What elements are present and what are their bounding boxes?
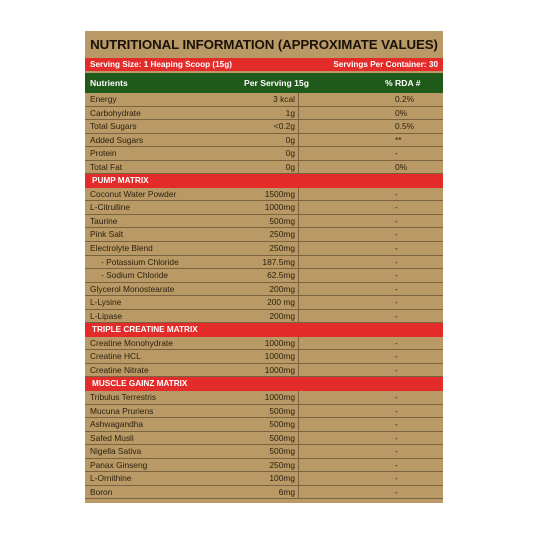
column-divider — [298, 215, 299, 228]
nutrient-rda: - — [395, 405, 398, 416]
column-divider — [298, 228, 299, 241]
column-divider — [298, 256, 299, 269]
nutrient-name: Creatine Nitrate — [90, 364, 149, 375]
section-label: MUSCLE GAINZ MATRIX — [92, 379, 188, 389]
panel-title: NUTRITIONAL INFORMATION (APPROXIMATE VALUES) — [90, 37, 438, 52]
nutrient-name: Added Sugars — [90, 134, 144, 145]
column-divider — [298, 445, 299, 458]
table-row — [85, 418, 443, 432]
column-divider — [298, 107, 299, 120]
nutrient-name: Boron — [90, 486, 113, 497]
column-divider — [298, 242, 299, 255]
column-divider — [298, 269, 299, 282]
column-divider — [298, 418, 299, 431]
table-row — [85, 242, 443, 256]
nutrient-value: 250mg — [269, 229, 295, 240]
nutrient-name: - Sodium Chloride — [101, 270, 169, 281]
nutrient-name: Total Fat — [90, 161, 123, 172]
table-row — [85, 364, 443, 378]
table-row — [85, 296, 443, 310]
nutrient-rda: - — [395, 229, 398, 240]
serving-size: Serving Size: 1 Heaping Scoop (15g) — [90, 60, 232, 69]
table-row — [85, 472, 443, 486]
nutrient-table — [85, 93, 443, 499]
nutrient-value: 500mg — [269, 432, 295, 443]
table-row — [85, 188, 443, 202]
nutrient-name: Taurine — [90, 215, 118, 226]
nutrient-name: Mucuna Pruriens — [90, 405, 154, 416]
header-nutrients: Nutrients — [90, 78, 128, 88]
nutrient-value: 1000mg — [264, 337, 295, 348]
column-divider — [298, 472, 299, 485]
nutrient-value: 500mg — [269, 446, 295, 457]
nutrient-rda: ** — [395, 134, 402, 145]
nutrient-value: 200mg — [269, 283, 295, 294]
column-divider — [298, 296, 299, 309]
nutrient-value: 0g — [285, 134, 295, 145]
serving-bar — [85, 58, 443, 71]
nutrient-name: Total Sugars — [90, 121, 137, 132]
nutrient-rda: - — [395, 432, 398, 443]
nutrient-value: 1500mg — [264, 188, 295, 199]
table-row — [85, 161, 443, 175]
nutrient-value: 100mg — [269, 473, 295, 484]
nutrient-value: 62.5mg — [267, 270, 295, 281]
nutrient-rda: - — [395, 148, 398, 159]
nutrient-value: 1000mg — [264, 392, 295, 403]
nutrition-panel — [85, 31, 443, 503]
nutrient-value: 0g — [285, 148, 295, 159]
header-rda: % RDA # — [385, 78, 421, 88]
nutrient-rda: 0% — [395, 161, 408, 172]
nutrient-name: Carbohydrate — [90, 107, 141, 118]
nutrient-value: 1g — [285, 107, 295, 118]
column-divider — [298, 364, 299, 377]
nutrient-rda: - — [395, 337, 398, 348]
nutrient-name: - Potassium Chloride — [101, 256, 179, 267]
nutrient-rda: - — [395, 256, 398, 267]
column-divider — [298, 188, 299, 201]
nutrient-value: 250mg — [269, 459, 295, 470]
nutrient-name: L-Citrulline — [90, 202, 131, 213]
table-row — [85, 228, 443, 242]
column-divider — [298, 161, 299, 174]
nutrient-name: Safed Musli — [90, 432, 134, 443]
nutrient-rda: - — [395, 243, 398, 254]
table-row — [85, 337, 443, 351]
table-row — [85, 107, 443, 121]
nutrient-value: 6mg — [278, 486, 295, 497]
column-divider — [298, 93, 299, 106]
nutrient-rda: - — [395, 270, 398, 281]
nutrient-value: 0g — [285, 161, 295, 172]
table-row — [85, 445, 443, 459]
table-row — [85, 147, 443, 161]
nutrient-name: Nigella Sativa — [90, 446, 142, 457]
nutrient-rda: - — [395, 459, 398, 470]
nutrient-name: Protein — [90, 148, 117, 159]
table-row — [85, 215, 443, 229]
nutrient-name: Coconut Water Powder — [90, 188, 177, 199]
nutrient-value: 1000mg — [264, 202, 295, 213]
table-row — [85, 432, 443, 446]
nutrient-value: 500mg — [269, 419, 295, 430]
nutrient-name: L-Lysine — [90, 297, 122, 308]
nutrient-rda: - — [395, 215, 398, 226]
nutrient-rda: 0.5% — [395, 121, 415, 132]
nutrient-name: L-Ornithine — [90, 473, 132, 484]
column-divider — [298, 134, 299, 147]
nutrient-value: 200mg — [269, 310, 295, 321]
nutrient-name: Creatine HCL — [90, 351, 141, 362]
nutrient-value: 1000mg — [264, 351, 295, 362]
table-row — [85, 486, 443, 500]
nutrient-rda: - — [395, 473, 398, 484]
nutrient-name: Panax Ginseng — [90, 459, 148, 470]
table-row — [85, 405, 443, 419]
nutrient-rda: 0.2% — [395, 94, 415, 104]
nutrient-name: L-Lipase — [90, 310, 123, 321]
nutrient-name: Creatine Monohydrate — [90, 337, 173, 348]
nutrient-rda: 0% — [395, 107, 408, 118]
section-muscle-gainz-matrix — [85, 377, 443, 391]
nutrient-name: Pink Salt — [90, 229, 124, 240]
column-divider — [298, 310, 299, 323]
servings-per-container: Servings Per Container: 30 — [333, 60, 438, 69]
column-divider — [298, 405, 299, 418]
column-divider — [298, 432, 299, 445]
nutrient-rda: - — [395, 310, 398, 321]
section-pump-matrix — [85, 174, 443, 188]
nutrient-rda: - — [395, 202, 398, 213]
table-row — [85, 201, 443, 215]
nutrient-value: 500mg — [269, 215, 295, 226]
nutrient-value: 187.5mg — [262, 256, 295, 267]
section-triple-creatine-matrix — [85, 323, 443, 337]
column-divider — [298, 201, 299, 214]
table-row — [85, 93, 443, 107]
nutrient-name: Ashwagandha — [90, 419, 144, 430]
nutrient-rda: - — [395, 364, 398, 375]
nutrient-name: Electrolyte Blend — [90, 243, 153, 254]
nutrient-rda: - — [395, 446, 398, 457]
table-header — [85, 73, 443, 93]
table-row — [85, 269, 443, 283]
table-row — [85, 283, 443, 297]
nutrient-name: Glycerol Monostearate — [90, 283, 175, 294]
section-label: PUMP MATRIX — [92, 176, 149, 186]
nutrient-value: 500mg — [269, 405, 295, 416]
nutrient-rda: - — [395, 188, 398, 199]
column-divider — [298, 283, 299, 296]
table-row — [85, 350, 443, 364]
nutrient-rda: - — [395, 351, 398, 362]
nutrient-value: 1000mg — [264, 364, 295, 375]
nutrient-value: 3 kcal — [273, 94, 295, 104]
column-divider — [298, 459, 299, 472]
header-per-serving: Per Serving 15g — [244, 78, 309, 88]
nutrient-rda: - — [395, 297, 398, 308]
nutrient-value: 250mg — [269, 243, 295, 254]
nutrient-name: Tribulus Terrestris — [90, 392, 157, 403]
table-row — [85, 134, 443, 148]
nutrient-rda: - — [395, 283, 398, 294]
column-divider — [298, 486, 299, 499]
table-row — [85, 256, 443, 270]
nutrient-rda: - — [395, 392, 398, 403]
column-divider — [298, 391, 299, 404]
table-row — [85, 459, 443, 473]
column-divider — [298, 147, 299, 160]
column-divider — [298, 350, 299, 363]
nutrient-name: Energy — [90, 94, 117, 104]
nutrient-rda: - — [395, 419, 398, 430]
column-divider — [298, 337, 299, 350]
nutrient-value: <0.2g — [273, 121, 295, 132]
column-divider — [298, 120, 299, 133]
nutrient-rda: - — [395, 486, 398, 497]
table-row — [85, 391, 443, 405]
nutrient-value: 200 mg — [267, 297, 295, 308]
table-row — [85, 120, 443, 134]
section-label: TRIPLE CREATINE MATRIX — [92, 325, 198, 335]
table-row — [85, 310, 443, 324]
